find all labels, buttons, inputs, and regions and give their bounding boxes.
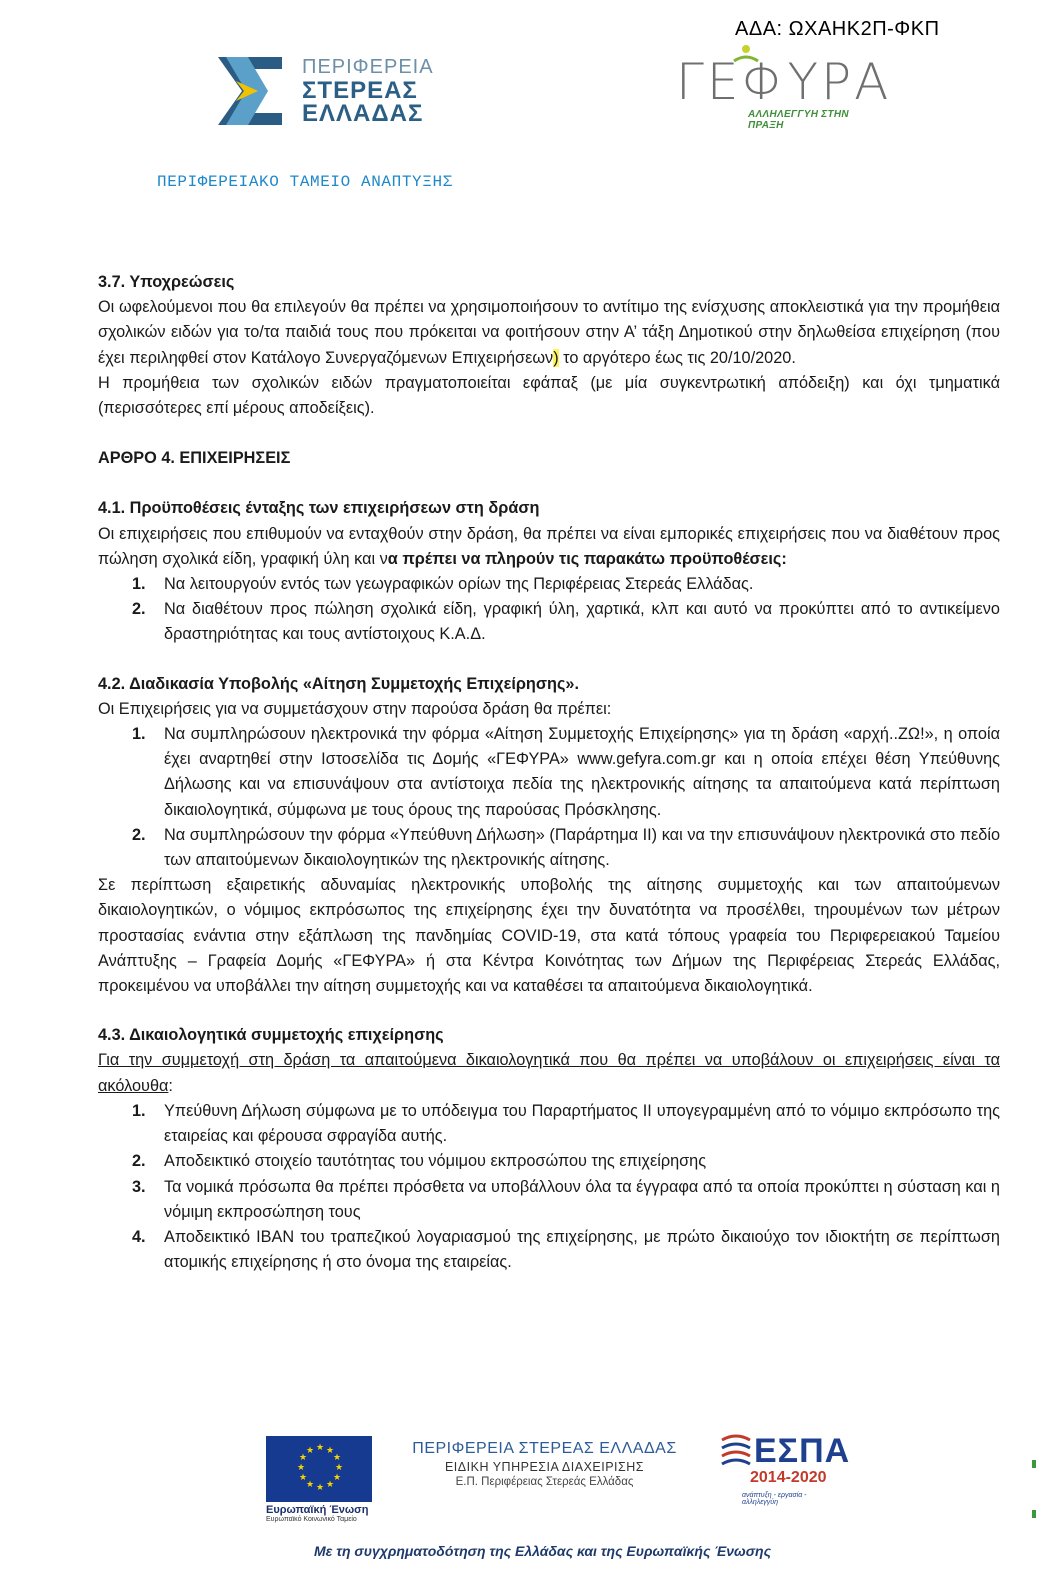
- list-item-text: Αποδεικτικό στοιχείο ταυτότητας του νόμιμου εκπροσώπου της επιχείρησης: [164, 1152, 707, 1171]
- section-4-3-intro: [98, 1048, 1000, 1098]
- list-item: [98, 597, 1000, 647]
- cofinance-note: Με τη συγχρηματοδότηση της Ελλάδας και της Ευρωπαϊκής Ένωσης: [314, 1543, 772, 1559]
- svg-text:★: ★: [335, 1463, 344, 1473]
- logo-line-3: ΕΛΛΑΔΑΣ: [302, 100, 424, 127]
- espa-years: 2014-2020: [750, 1469, 827, 1486]
- eu-flag-icon: [266, 1436, 372, 1502]
- svg-text:★: ★: [299, 1453, 308, 1463]
- section-3-7-heading: 3.7. Υποχρεώσεις: [98, 273, 235, 291]
- gefyra-tagline: ΑΛΛΗΛΕΓΓΥΗ ΣΤΗΝ ΠΡΑΞΗ: [748, 109, 849, 131]
- pse-line-3: Ε.Π. Περιφέρειας Στερεάς Ελλάδας: [455, 1476, 634, 1488]
- list-item: [98, 1175, 1000, 1225]
- svg-text:★: ★: [306, 1446, 315, 1456]
- list-item-text: Υπεύθυνη Δήλωση σύμφωνα με το υπόδειγμα του Παραρτήματος ΙΙ υπογεγραμμένη από το νόμιμο εκπρόσωπο της εταιρείας και φέρουσα σφραγίδα αυτής.: [164, 1101, 1000, 1146]
- list-item-text: Να συμπληρώσουν ηλεκτρονικά την φόρμα «Αίτηση Συμμετοχής Επιχείρησης» για τη δράση «αρχή..ΖΩ!», η οποία έχει αναρτηθεί στην Ιστοσελίδα τις Δομής «ΓΕΦΥΡΑ» www.gefyra.com.gr και η οποία επέχει θέση Υπεύθυνης Δήλωσης και να επισυνάψουν στα αντίστοιχα πεδία της ηλεκτρονικής αίτησης τα απαιτούμενα κατά περίπτωση δικαιολογητικά, σύμφωνα με τους όρους της παρούσας Πρόσκλησης.: [164, 725, 1000, 819]
- espa-word: ΕΣΠΑ: [754, 1432, 851, 1470]
- bold-text-run: α πρέπει να πληρούν τις παρακάτω προϋποθέσεις:: [387, 549, 787, 568]
- section-4-2-heading: 4.2. Διαδικασία Υποβολής «Αίτηση Συμμετοχής Επιχείρησης».: [98, 674, 579, 693]
- list-number: 2.: [132, 825, 146, 844]
- list-item: [98, 823, 1000, 873]
- svg-text:★: ★: [306, 1480, 315, 1490]
- eu-subtitle: Ευρωπαϊκό Κοινωνικό Ταμείο: [266, 1516, 357, 1523]
- section-4-3-heading: 4.3. Δικαιολογητικά συμμετοχής επιχείρησης: [98, 1026, 444, 1045]
- espa-tagline: ανάπτυξη - εργασία - αλληλεγγύη: [742, 1492, 807, 1506]
- section-4-1-list: [98, 572, 1000, 648]
- eu-name: Ευρωπαϊκή Ένωση: [266, 1504, 369, 1516]
- list-number: 1.: [132, 725, 146, 744]
- list-item: [98, 1225, 1000, 1275]
- section-4-2-list: [98, 722, 1000, 873]
- pse-line-1: ΠΕΡΙΦΕΡΕΙΑ ΣΤΕΡΕΑΣ ΕΛΛΑΔΑΣ: [412, 1440, 677, 1457]
- ada-code: ΑΔΑ: ΩΧΑΗΚ2Π-ΦΚΠ: [735, 18, 940, 40]
- list-number: 4.: [132, 1227, 146, 1246]
- eu-logo: [266, 1436, 374, 1523]
- list-number: 2.: [132, 1152, 146, 1171]
- list-number: 2.: [132, 600, 146, 619]
- section-4-2-intro: Οι Επιχειρήσεις για να συμμετάσχουν στην παρούσα δράση θα πρέπει:: [98, 699, 612, 718]
- section-4-3-list: [98, 1099, 1000, 1275]
- section-3-7-paragraph-2: Η προμήθεια των σχολικών ειδών πραγματοποιείται εφάπαξ (με μία συγκεντρωτική απόδειξη) και όχι τμηματικά (περισσότερες επί μέρους αποδείξεις).: [98, 373, 1000, 418]
- list-item: [98, 572, 1000, 597]
- managing-authority: [392, 1440, 697, 1488]
- text-run: Οι επιχειρήσεις που επιθυμούν να ενταχθούν στην δράση, θα πρέπει να είναι εμπορικές επιχειρήσεις που να διαθέτουν προς πώληση σχολικά είδη, γραφική ύλη και ν: [98, 524, 1000, 568]
- logo-line-1: ΠΕΡΙΦΕΡΕΙΑ: [302, 56, 434, 78]
- text-run: το αργότερο έως τις 20/10/2020.: [558, 348, 796, 367]
- underlined-text-run: Για την συμμετοχή στη δράση τα απαιτούμενα δικαιολογητικά που θα πρέπει να υποβάλουν οι επιχειρήσεις είναι τα ακόλουθα: [98, 1051, 1000, 1095]
- pse-line-2: ΕΙΔΙΚΗ ΥΠΗΡΕΣΙΑ ΔΙΑΧΕΙΡΙΣΗΣ: [444, 1460, 645, 1474]
- svg-text:★: ★: [316, 1483, 325, 1493]
- fund-title: ΠΕΡΙΦΕΡΕΙΑΚΟ ΤΑΜΕΙΟ ΑΝΑΠΤΥΞΗΣ: [157, 173, 453, 191]
- list-item-text: Να συμπληρώσουν την φόρμα «Υπεύθυνη Δήλωση» (Παράρτημα ΙΙ) και να την επισυνάψουν ηλεκτρονικά στο πεδίο των απαιτούμενων δικαιολογητικών της ηλεκτρονικής αίτησης.: [164, 825, 1000, 870]
- text-run: Οι ωφελούμενοι που θα επιλεγούν θα πρέπει να χρησιμοποιήσουν το αντίτιμο της ενίσχυσης αποκλειστικά για την προμήθεια σχολικών ειδών για το/τα παιδιά τους που πρόκειται να φοιτήσουν στην Α’ τάξη Δημοτικού στην δηλωθείσα επιχείρηση (που έχει περιληφθεί στον Κατάλογο Συνεργαζόμενων Επιχειρήσεων: [98, 298, 1000, 367]
- section-4-1-intro: [98, 522, 1000, 572]
- list-number: 3.: [132, 1177, 146, 1196]
- list-item-text: Αποδεικτικό IBAN του τραπεζικού λογαριασμού της επιχείρησης, με πρώτο δικαιούχο τον ιδιοκτήτη σε περίπτωση ατομικής επιχείρησης ή στο όνομα της εταιρείας.: [164, 1227, 1000, 1272]
- list-item-text: Τα νομικά πρόσωπα θα πρέπει πρόσθετα να υποβάλλουν όλα τα έγγραφα από τα οποία προκύπτει η σύσταση και η νόμιμη εκπροσώπηση τους: [164, 1177, 1000, 1221]
- region-logo: [218, 56, 434, 125]
- section-4-1-heading: 4.1. Προϋποθέσεις ένταξης των επιχειρήσεων στη δράση: [98, 499, 540, 518]
- list-item-text: Να διαθέτουν προς πώληση σχολικά είδη, γραφική ύλη, χαρτικά, κλπ και αυτό να προκύπτει από το αντικείμενο δραστηριότητας και τους αντίστοιχους Κ.Α.Δ.: [164, 600, 1000, 644]
- svg-text:★: ★: [326, 1446, 335, 1456]
- list-item: [98, 1149, 1000, 1174]
- margin-marks-icon: [1030, 1460, 1038, 1520]
- svg-text:★: ★: [299, 1473, 308, 1483]
- svg-text:★: ★: [326, 1480, 335, 1490]
- sigma-logo-icon: [218, 57, 282, 125]
- list-item: [98, 1099, 1000, 1149]
- highlighted-paren: ): [553, 348, 559, 367]
- svg-text:★: ★: [333, 1473, 342, 1483]
- list-item: [98, 722, 1000, 823]
- svg-text:★: ★: [316, 1443, 325, 1453]
- section-4-2-closing: Σε περίπτωση εξαιρετικής αδυναμίας ηλεκτρονικής υποβολής της αίτησης συμμετοχής και των απαιτούμενων δικαιολογητικών, ο νόμιμος εκπρόσωπος της επιχείρησης έχει την δυνατότητα να προσέλθει, τηρουμένων των μέτρων προστασίας ενάντια στην εξάπλωση της πανδημίας COVID-19, στα κατά τόπους γραφεία του Περιφερειακού Ταμείου Ανάπτυξης – Γραφεία Δομής «ΓΕΦΥΡΑ» ή στα Κέντρα Κοινότητας των Δήμων της Περιφέρειας Στερεάς Ελλάδας, προκειμένου να υποβάλλει την αίτηση συμμετοχής και να καταθέσει τα απαιτούμενα δικαιολογητικά.: [98, 876, 1000, 996]
- svg-text:★: ★: [333, 1453, 342, 1463]
- gefyra-logo: [676, 45, 892, 131]
- article-4-heading: ΑΡΘΡΟ 4. ΕΠΙΧΕΙΡΗΣΕΙΣ: [98, 449, 291, 468]
- list-number: 1.: [132, 1101, 146, 1120]
- gefyra-word: ΓΕΦΥΡΑ: [676, 53, 892, 111]
- logo-line-2: ΣΤΕΡΕΑΣ: [302, 77, 418, 104]
- list-item-text: Να λειτουργούν εντός των γεωγραφικών ορίων της Περιφέρειας Στερεάς Ελλάδας.: [164, 575, 754, 594]
- section-3-7-paragraph-1: [98, 295, 1000, 371]
- text-run: :: [168, 1076, 173, 1095]
- list-number: 1.: [132, 575, 146, 594]
- espa-logo: [720, 1432, 851, 1512]
- svg-text:★: ★: [297, 1463, 306, 1473]
- document-body: [98, 270, 1000, 1275]
- greek-stripes-icon: [720, 1434, 752, 1470]
